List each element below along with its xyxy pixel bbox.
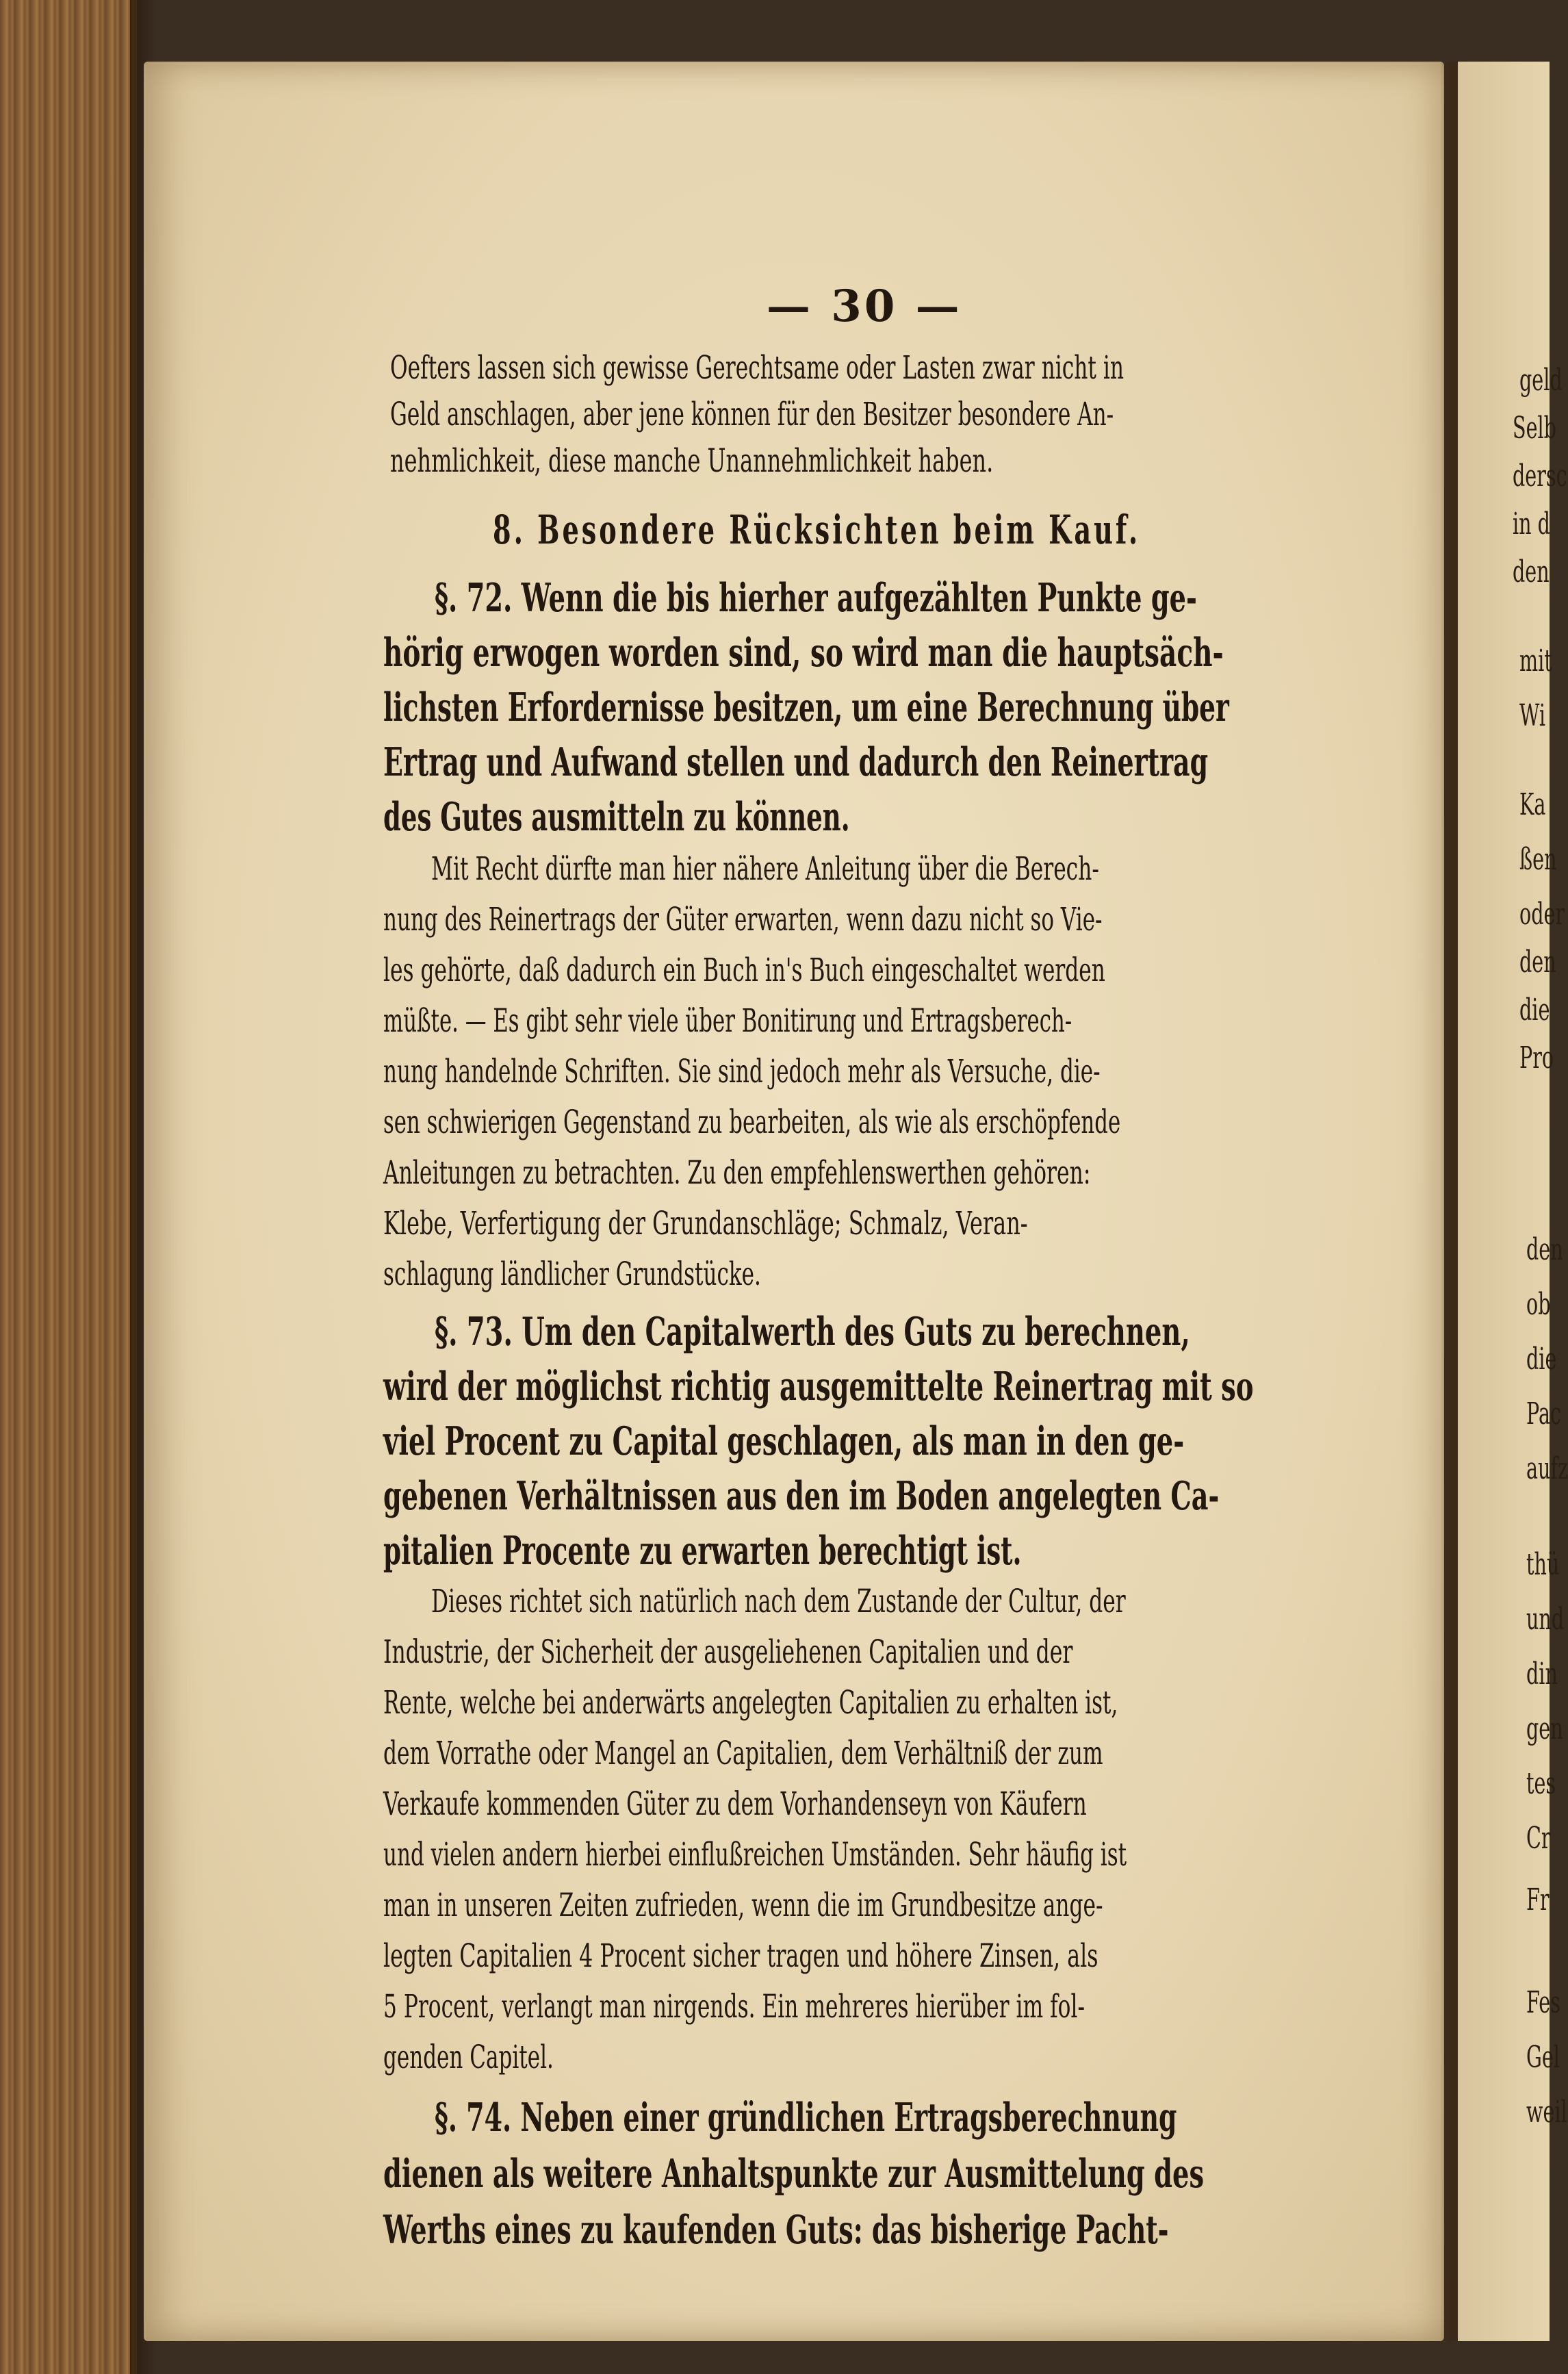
fragment: Selb: [1513, 411, 1556, 446]
book-page: [144, 62, 1444, 2341]
fragment: in d: [1513, 507, 1550, 541]
note-line: Mit Recht dürfte man hier nähere Anleitung über die Berech-: [431, 850, 1099, 888]
fragment: und: [1526, 1602, 1565, 1637]
fragment: den: [1513, 554, 1550, 589]
fragment: den: [1519, 945, 1556, 980]
paragraph-line: §. 74. Neben einer gründlichen Ertragsberechnung: [435, 2095, 1177, 2141]
paragraph-line: wird der möglichst richtig ausgemittelte Reinertrag mit so: [383, 1364, 1254, 1409]
note-line: Verkaufe kommenden Güter zu dem Vorhandenseyn von Käufern: [383, 1785, 1087, 1823]
note-line: sen schwierigen Gegenstand zu bearbeiten, als wie als erschöpfende: [383, 1103, 1121, 1141]
text-line: Geld anschlagen, aber jene können für den Besitzer besondere An-: [390, 396, 1114, 433]
paragraph-line: Ertrag und Aufwand stellen und dadurch den Reinertrag: [383, 739, 1209, 785]
note-line: Rente, welche bei anderwärts angelegten Capitalien zu erhalten ist,: [383, 1684, 1118, 1722]
fragment: den: [1526, 1232, 1563, 1267]
fragment: mit: [1519, 643, 1552, 678]
paragraph-line: des Gutes ausmitteln zu können.: [383, 794, 850, 840]
paragraph-line: dienen als weitere Anhaltspunkte zur Ausmittelung des: [383, 2151, 1205, 2197]
paragraph-line: gebenen Verhältnissen aus den im Boden angelegten Ca-: [383, 1473, 1220, 1519]
fragment: Gel: [1526, 2040, 1560, 2075]
facing-page-edge: [1458, 62, 1568, 2341]
fragment: Ka: [1519, 787, 1546, 822]
page-number: — 30 —: [767, 281, 962, 332]
paragraph-line: §. 72. Wenn die bis hierher aufgezählten Punkte ge-: [435, 575, 1197, 621]
note-line: schlagung ländlicher Grundstücke.: [383, 1255, 761, 1293]
note-line: nung des Reinertrags der Güter erwarten, wenn dazu nicht so Vie-: [383, 901, 1103, 939]
fragment: weil: [1526, 2095, 1567, 2130]
fragment: Pac: [1526, 1396, 1562, 1431]
paragraph-line: hörig erwogen worden sind, so wird man die hauptsäch-: [383, 630, 1224, 676]
book-edge: [0, 0, 137, 2374]
fragment: Wi: [1519, 698, 1546, 733]
fragment: Fr: [1526, 1882, 1550, 1917]
fragment: thü: [1526, 1547, 1560, 1582]
fragment: geld: [1519, 363, 1563, 398]
fragment: aufz: [1526, 1451, 1568, 1486]
fragment: Pro: [1519, 1041, 1554, 1075]
note-line: Dieses richtet sich natürlich nach dem Zustande der Cultur, der: [431, 1583, 1126, 1620]
note-line: 5 Procent, verlangt man nirgends. Ein mehreres hierüber im fol-: [383, 1988, 1085, 2026]
paragraph-line: pitalien Procente zu erwarten berechtigt ist.: [383, 1528, 1022, 1574]
fragment: din: [1526, 1657, 1558, 1692]
note-line: und vielen andern hierbei einflußreichen Umständen. Sehr häufig ist: [383, 1836, 1127, 1874]
note-line: nung handelnde Schriften. Sie sind jedoch mehr als Versuche, die-: [383, 1053, 1101, 1090]
note-line: dem Vorrathe oder Mangel an Capitalien, dem Verhältniß der zum: [383, 1735, 1103, 1772]
fragment: Cr: [1526, 1821, 1551, 1856]
fragment: dersc: [1513, 459, 1567, 494]
fragment: die: [1519, 993, 1550, 1028]
note-line: müßte. — Es gibt sehr viele über Bonitirung und Ertragsberech-: [383, 1002, 1072, 1040]
fragment: oder: [1519, 897, 1565, 932]
note-line: legten Capitalien 4 Procent sicher tragen und höhere Zinsen, als: [383, 1937, 1098, 1975]
note-line: les gehörte, daß dadurch ein Buch in's Buch eingeschaltet werden: [383, 952, 1105, 989]
fragment: gen: [1526, 1711, 1563, 1746]
note-line: Industrie, der Sicherheit der ausgeliehenen Capitalien und der: [383, 1633, 1073, 1671]
fragment: ßen: [1519, 842, 1557, 877]
note-line: Anleitungen zu betrachten. Zu den empfehlenswerthen gehören:: [383, 1154, 1091, 1192]
fragment: ob: [1526, 1287, 1551, 1322]
note-line: man in unseren Zeiten zufrieden, wenn die im Grundbesitze ange-: [383, 1887, 1103, 1924]
paragraph-line: lichsten Erfordernisse besitzen, um eine Berechnung über: [383, 685, 1229, 730]
fragment: tes: [1526, 1766, 1556, 1801]
fragment: die: [1526, 1342, 1557, 1377]
paragraph-line: viel Procent zu Capital geschlagen, als man in den ge-: [383, 1418, 1185, 1464]
section-heading: 8. Besondere Rücksichten beim Kauf.: [493, 507, 1141, 553]
paragraph-line: §. 73. Um den Capitalwerth des Guts zu berechnen,: [435, 1309, 1190, 1355]
paragraph-line: Werths eines zu kaufenden Guts: das bisherige Pacht-: [383, 2207, 1169, 2253]
text-line: nehmlichkeit, diese manche Unannehmlichkeit haben.: [390, 442, 994, 480]
text-line: Oefters lassen sich gewisse Gerechtsame oder Lasten zwar nicht in: [390, 349, 1124, 387]
fragment: Fes: [1526, 1985, 1560, 2020]
note-line: Klebe, Verfertigung der Grundanschläge; Schmalz, Veran-: [383, 1205, 1028, 1242]
note-line: genden Capitel.: [383, 2039, 554, 2076]
